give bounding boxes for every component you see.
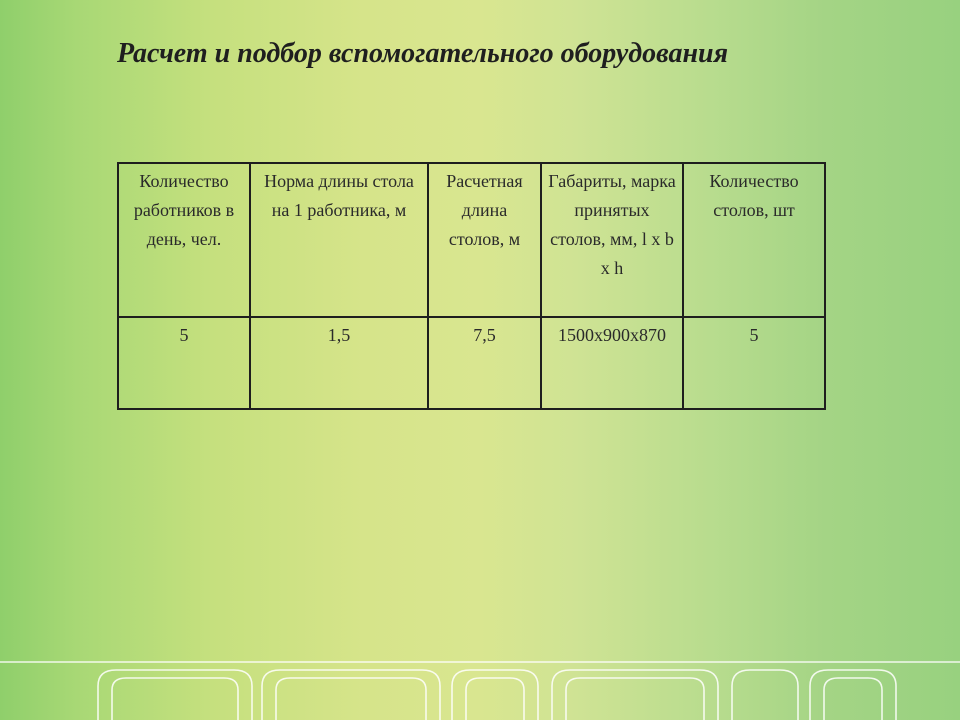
table-header-row xyxy=(118,163,825,317)
cell-calculated-length: 7,5 xyxy=(428,317,541,409)
cell-table-count: 5 xyxy=(683,317,825,409)
header-calculated-length: Расчетная длина столов, м xyxy=(428,163,541,317)
cell-table-dimensions: 1500x900x870 xyxy=(541,317,683,409)
header-table-count: Количество столов, шт xyxy=(683,163,825,317)
header-workers-per-day: Количество работников в день, чел. xyxy=(118,163,250,317)
cell-table-length-norm: 1,5 xyxy=(250,317,428,409)
header-table-length-norm: Норма длины стола на 1 работника, м xyxy=(250,163,428,317)
equipment-table xyxy=(117,162,826,410)
table-row xyxy=(118,317,825,409)
header-table-dimensions: Габариты, марка принятых столов, мм, l x b x h xyxy=(541,163,683,317)
slide-title: Расчет и подбор вспомогательного оборудования xyxy=(117,38,729,69)
decorative-arches xyxy=(0,650,960,720)
cell-workers-per-day: 5 xyxy=(118,317,250,409)
